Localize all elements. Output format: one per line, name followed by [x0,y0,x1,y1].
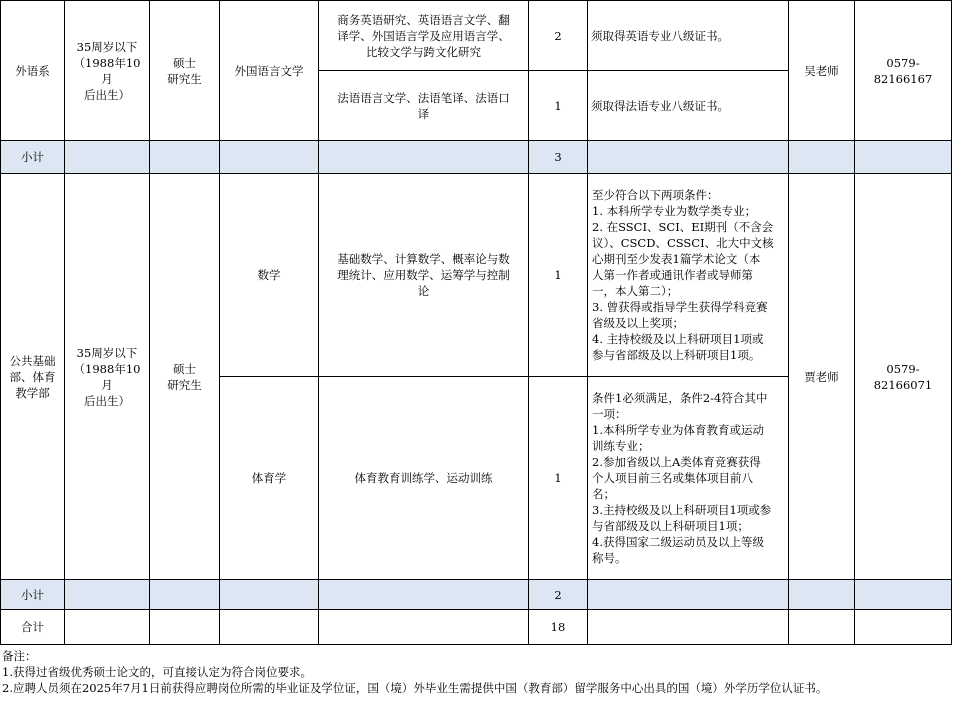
major-cell: 法语语言文学、法语笔译、法语口 译 [319,71,529,141]
contact-cell: 贾老师 [789,174,855,580]
degree-cell: 硕士 研究生 [150,1,220,141]
age-cell: 35周岁以下 （1988年10月 后出生） [65,174,150,580]
subtotal-count: 2 [529,580,588,610]
requirement-cell: 至少符合以下两项条件： 1. 本科所学专业为数学类专业； 2. 在SSCI、SCI、EI期刊（不含会 议）、CSCD、CSSCI、北大中文核 心期刊至少发表1篇学术论文（本 人第一作者或通讯作者或导师第 一，本人第二）； 3. 曾获得或指导学生获得学科竞赛 省级及以上奖项； 4. 主持校级及以上科研项目1项或 参与省部级及以上科研项目1项。 [588,174,789,377]
notes-title: 备注： [2,649,37,663]
major-cell: 基础数学、计算数学、概率论与数 理统计、应用数学、运筹学与控制 论 [319,174,529,377]
age-cell: 35周岁以下 （1988年10月 后出生） [65,1,150,141]
subtotal-row [1,580,952,610]
major-cell: 体育教育训练学、运动训练 [319,377,529,580]
dept-cell: 外语系 [1,1,65,141]
discipline-cell: 数学 [220,174,319,377]
count-cell: 1 [529,377,588,580]
table-row [1,174,952,377]
note-item: 1.获得过省级优秀硕士论文的，可直接认定为符合岗位要求。 [2,665,312,679]
phone-cell: 0579-82166167 [855,1,952,141]
subtotal-row [1,141,952,174]
notes-section [2,648,827,696]
discipline-cell: 外国语言文学 [220,1,319,141]
major-cell: 商务英语研究、英语语言文学、翻 译学、外国语言学及应用语言学、 比较文学与跨文化研究 [319,1,529,71]
requirement-cell: 须取得英语专业八级证书。 [588,1,789,71]
total-label: 合计 [1,610,65,645]
total-row [1,610,952,645]
contact-cell: 吴老师 [789,1,855,141]
degree-cell: 硕士 研究生 [150,174,220,580]
count-cell: 1 [529,174,588,377]
note-item: 2.应聘人员须在2025年7月1日前获得应聘岗位所需的毕业证及学位证，国（境）外毕业生需提供中国（教育部）留学服务中心出具的国（境）外学历学位认证书。 [2,681,828,695]
dept-cell: 公共基础 部、体育 教学部 [1,174,65,580]
discipline-cell: 体育学 [220,377,319,580]
count-cell: 2 [529,1,588,71]
requirement-cell: 须取得法语专业八级证书。 [588,71,789,141]
subtotal-label: 小计 [1,580,65,610]
table-row [1,1,952,71]
count-cell: 1 [529,71,588,141]
subtotal-count: 3 [529,141,588,174]
total-count: 18 [529,610,588,645]
phone-cell: 0579-82166071 [855,174,952,580]
requirement-cell: 条件1必须满足，条件2-4符合其中 一项： 1.本科所学专业为体育教育或运动 训练专业； 2.参加省级以上A类体育竞赛获得 个人项目前三名或集体项目前八 名； 3.主持校级及以上科研项目1项或参 与省部级及以上科研项目1项； 4.获得国家二级运动员及以上等级 称号。 [588,377,789,580]
subtotal-label: 小计 [1,141,65,174]
